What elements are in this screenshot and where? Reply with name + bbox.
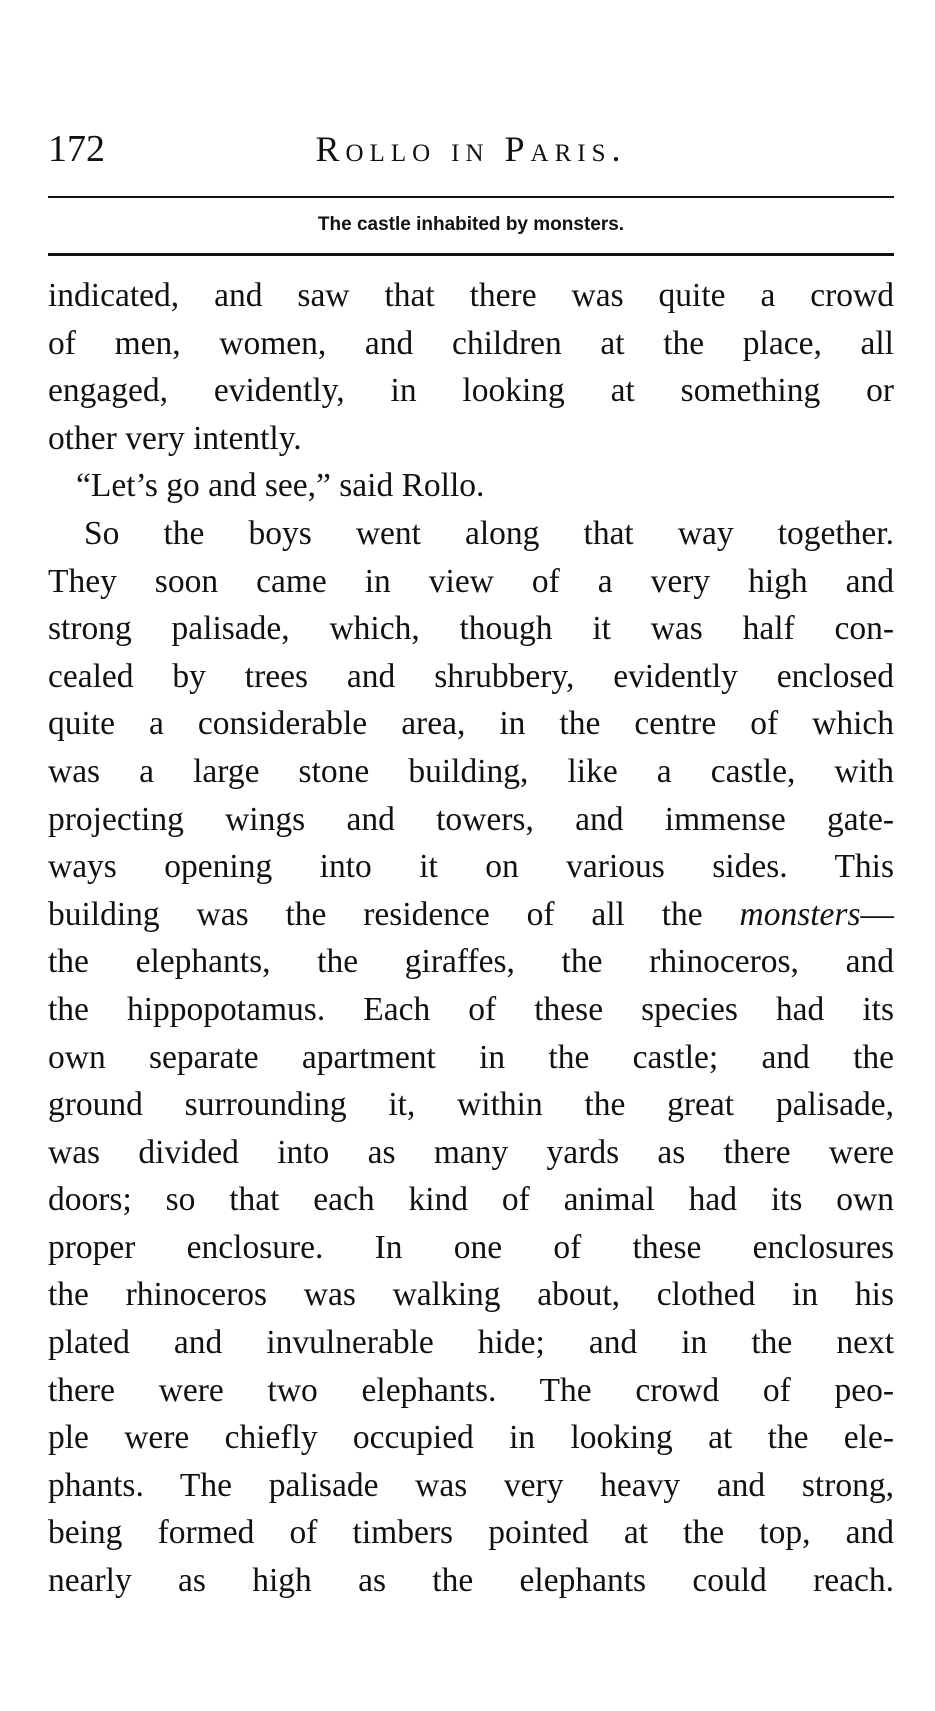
text-line: nearly as high as the elephants could reach. — [48, 1562, 894, 1600]
text-line: proper enclosure. In one of these enclosures — [48, 1228, 894, 1266]
text-line: the rhinoceros was walking about, clothed in his — [48, 1276, 894, 1314]
text-line: the elephants, the giraffes, the rhinoceros, and — [48, 943, 894, 981]
text-line: doors; so that each kind of animal had its own — [48, 1181, 894, 1219]
text-line: was divided into as many yards as there were — [48, 1133, 894, 1171]
text-line: was a large stone building, like a castle, with — [48, 752, 894, 790]
body-text — [48, 272, 894, 1605]
text-line: engaged, evidently, in looking at something or — [48, 372, 894, 410]
text-line: the hippopotamus. Each of these species had its — [48, 990, 894, 1028]
running-title: Rollo in Paris. — [315, 129, 627, 169]
text-line: strong palisade, which, though it was half con- — [48, 610, 894, 648]
text-line: phants. The palisade was very heavy and strong, — [48, 1466, 894, 1504]
text-line: of men, women, and children at the place, all — [48, 324, 894, 362]
text-line: ple were chiefly occupied in looking at the ele- — [48, 1419, 894, 1457]
text-line: projecting wings and towers, and immense gate- — [48, 800, 894, 838]
text-line: ground surrounding it, within the great palisade, — [48, 1086, 894, 1124]
section-subhead: The castle inhabited by monsters. — [317, 214, 625, 235]
text-segment: building was the residence of all the — [48, 895, 703, 933]
text-line: indicated, and saw that there was quite a crowd — [48, 277, 894, 314]
text-line: So the boys went along that way together. — [84, 514, 894, 552]
text-line: being formed of timbers pointed at the top, and — [48, 1514, 894, 1552]
page-number: 172 — [48, 128, 105, 170]
page-header — [48, 124, 894, 174]
text-line: other very intently. — [48, 419, 302, 457]
text-line: They soon came in view of a very high and — [48, 562, 894, 600]
header-rule-bottom — [48, 253, 894, 256]
text-line: cealed by trees and shrubbery, evidently enclosed — [48, 657, 894, 695]
text-line: own separate apartment in the castle; and the — [48, 1038, 894, 1076]
italic-word: monsters — [739, 895, 861, 933]
text-line: quite a considerable area, in the centre of which — [48, 705, 894, 743]
text-line-with-italic — [48, 891, 894, 939]
text-line: “Let’s go and see,” said Rollo. — [76, 467, 485, 505]
header-rule-top — [48, 196, 894, 198]
text-line: ways opening into it on various sides. This — [48, 848, 894, 886]
em-dash: — — [860, 895, 894, 933]
text-line: there were two elephants. The crowd of peo- — [48, 1371, 894, 1409]
text-line: plated and invulnerable hide; and in the next — [48, 1324, 894, 1362]
